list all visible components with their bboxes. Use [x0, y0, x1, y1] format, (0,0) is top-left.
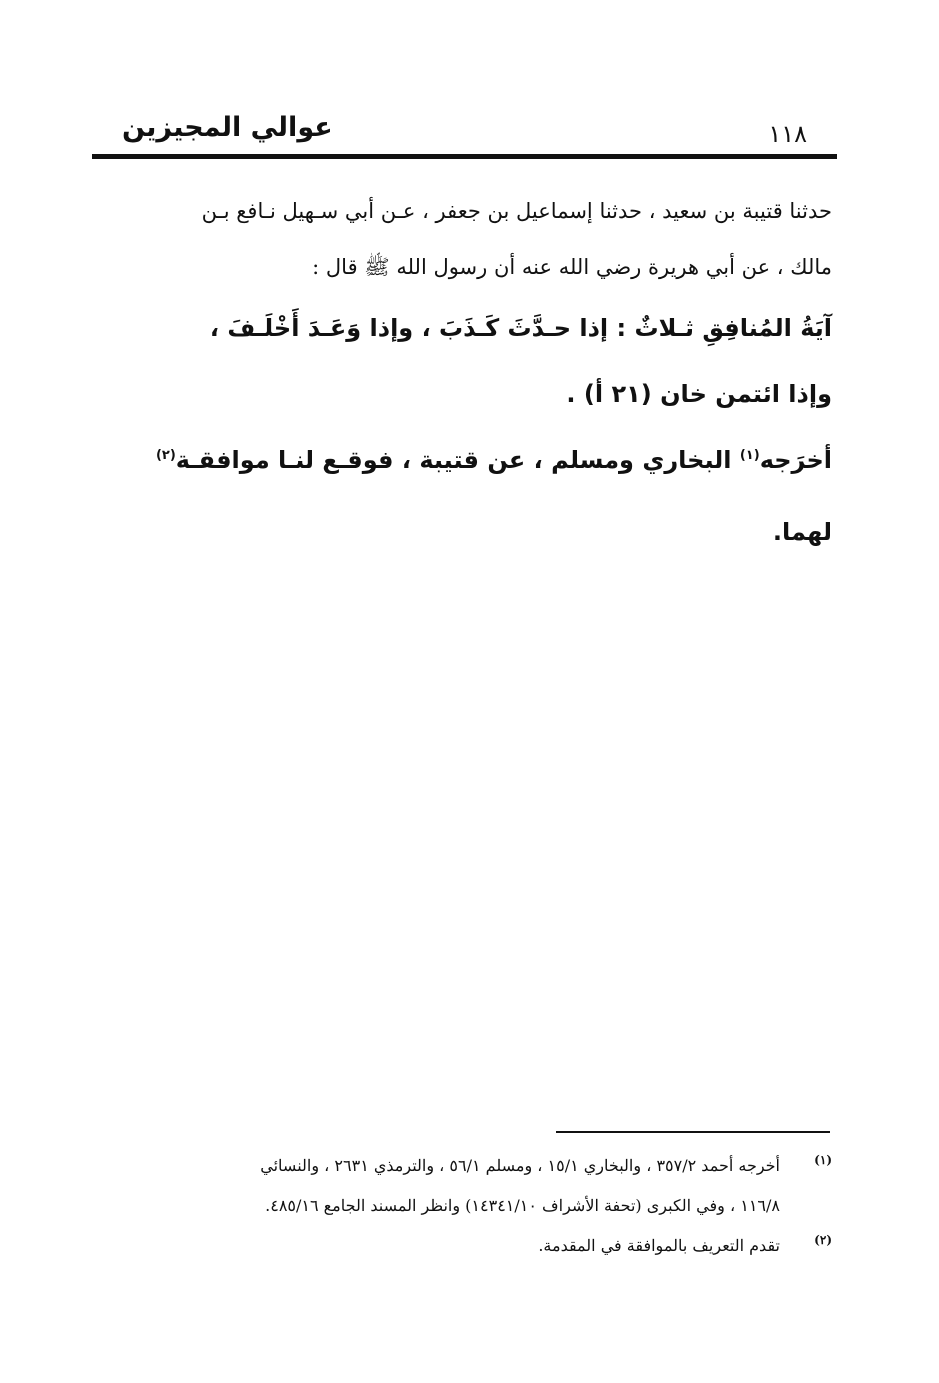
- footnote-1: [92, 1146, 832, 1226]
- isnad-line-1: حدثنا قتيبة بن سعيد ، حدثنا إسماعيل بن جعفر ، عـن أبي سـهيل نـافع بـن: [201, 199, 832, 223]
- running-head: [92, 108, 837, 158]
- page-number: ١١٨: [768, 120, 807, 148]
- footnote-2: [92, 1226, 832, 1266]
- footnotes: [92, 1146, 832, 1266]
- takhrij-line-2: لهما.: [772, 518, 832, 546]
- isnad-line-2: مالك ، عن أبي هريرة رضي الله عنه أن رسول الله ﷺ قال :: [312, 255, 832, 279]
- footnote-number: (١): [814, 1153, 832, 1167]
- footnote-line: تقدم التعريف بالموافقة في المقدمة.: [538, 1236, 780, 1255]
- header-rule: [92, 154, 837, 159]
- hadith-line-2: وإذا ائتمن خان (٢١ أ) .: [566, 380, 832, 408]
- footnote-number: (٢): [814, 1233, 832, 1247]
- footnote-ref-1: (١): [739, 448, 760, 463]
- takhrij-line-1: [92, 420, 832, 496]
- takhrij-paragraph: [92, 420, 832, 568]
- footnote-ref-2: (٢): [155, 448, 176, 463]
- footnote-line: ١١٦/٨ ، وفي الكبرى (تحفة الأشراف ١٤٣٤١/١٠) وانظر المسند الجامع ٤٨٥/١٦.: [265, 1196, 780, 1215]
- takhrij-text: البخاري ومسلم ، عن قتيبة ، فوقـع لنـا موافقـة: [175, 446, 740, 474]
- running-head-title: عوالي المجيزين: [122, 112, 333, 143]
- footnote-separator: [556, 1131, 830, 1133]
- takhrij-word: أخرَجه: [759, 446, 832, 474]
- isnad-paragraph: [92, 183, 832, 295]
- hadith-text: [92, 295, 832, 427]
- hadith-line-1: آيَةُ المُنافِقِ ثـلاثٌ : إذا حـدَّثَ كَـذَبَ ، وإذا وَعَـدَ أَخْلَـفَ ،: [209, 314, 832, 342]
- footnote-line: أخرجه أحمد ٣٥٧/٢ ، والبخاري ١٥/١ ، ومسلم ٥٦/١ ، والترمذي ٢٦٣١ ، والنسائي: [260, 1156, 780, 1175]
